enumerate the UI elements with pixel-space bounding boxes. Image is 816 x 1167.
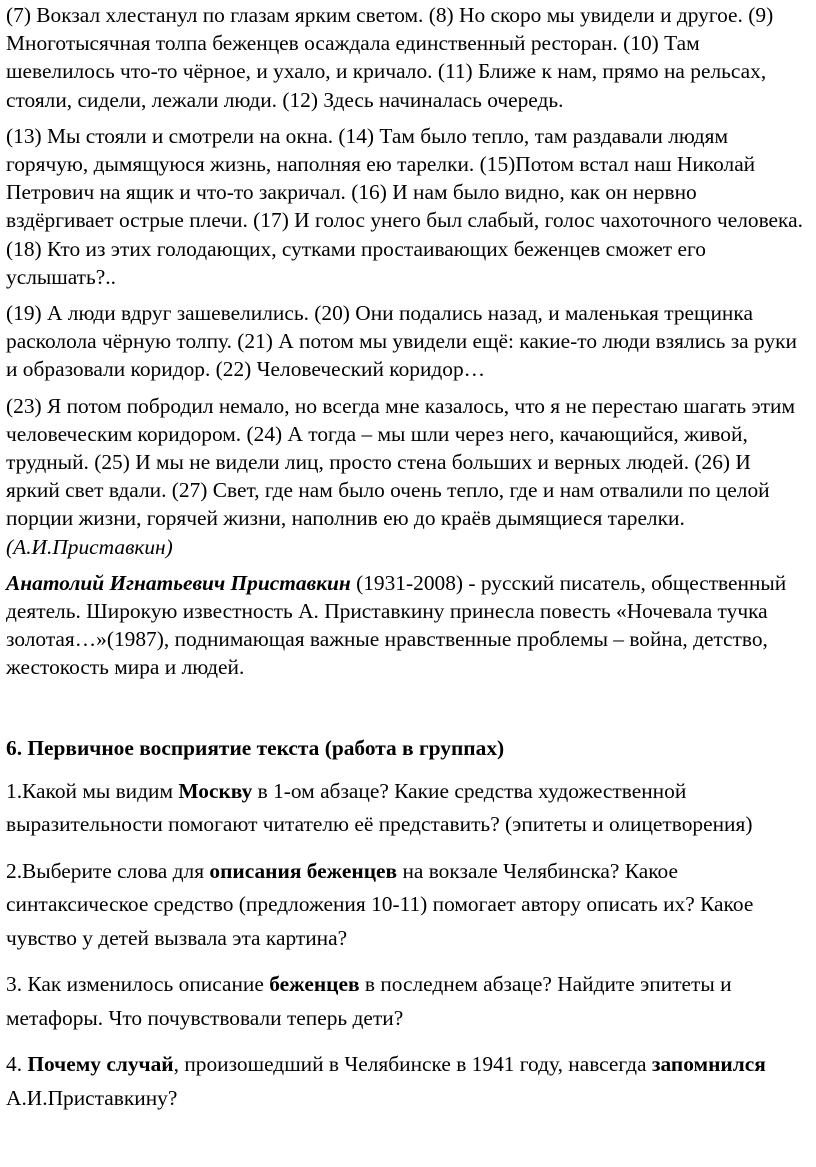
author-name: Анатолий Игнатьевич Приставкин [6,570,351,595]
question-3 [6,968,808,1035]
author-attribution: (А.И.Приставкин) [6,534,173,559]
question-4-middle: , произошедший в Челябинске в 1941 году, навсегда [173,1052,652,1077]
paragraph-4-body: (23) Я потом побродил немало, но всегда мне казалось, что я не перестаю шагать этим человеческим коридором. (24) А тогда – мы шли через него, качающийся, живой, трудный. (25) И мы не видели лиц, просто стена больших и верных людей. (26) И яркий свет вдали. (27) Свет, где нам было очень тепло, где и нам отвалили по целой порции жизни, горячей жизни, наполнив ею до краёв дымящиеся тарелки. [6,393,796,531]
question-2-start: 2.Выберите слова для [6,858,210,883]
section-heading: 6. Первичное восприятие текста (работа в группах) [6,735,505,760]
question-3-start: 3. Как изменилось описание [6,972,270,997]
question-1-emphasis: Москву [178,778,253,803]
text-paragraph-3: (19) А люди вдруг зашевелились. (20) Они подались назад, и маленькая трещинка расколола чёрную толпу. (21) А потом мы увидели ещё: какие-то люди взялись за руки и образовали коридор. (22) Человеческий коридор… [6,301,797,382]
question-2-emphasis: описания беженцев [209,858,398,883]
question-1-end: в 1-ом абзаце? Какие средства художественной выразительности помогают читателю её представить? (эпитеты и олицетворения) [6,778,753,837]
question-3-end: в последнем абзаце? Найдите эпитеты и метафоры. Что почувствовали теперь дети? [6,972,732,1030]
text-paragraph-4 [6,392,808,561]
question-4-emphasis-1: Почему случай [27,1052,174,1077]
question-3-emphasis: беженцев [269,972,360,997]
question-1 [6,775,808,842]
question-4 [6,1048,808,1115]
question-2 [6,855,808,956]
author-biography [6,569,808,682]
question-1-start: 1.Какой мы видим [6,778,179,803]
question-4-end: А.И.Приставкину? [6,1085,178,1110]
question-4-emphasis-2: запомнился [651,1052,766,1077]
question-2-end: на вокзале Челябинска? Какое синтаксическое средство (предложения 10-11) помогает автору описать их? Какое чувство у детей вызвала эта картина? [6,858,754,950]
biography-text: (1931-2008) - русский писатель, общественный деятель. Широкую известность А. Приставкину принесла повесть «Ночевала тучка золотая…»(1987), поднимающая важные нравственные проблемы – война, детство, жестокость мира и людей. [6,570,787,680]
question-4-start: 4. [6,1052,28,1077]
text-paragraph-1: (7) Вокзал хлестанул по глазам ярким светом. (8) Но скоро мы увидели и другое. (9) Многотысячная толпа беженцев осаждала единственный ресторан. (10) Там шевелилось что-то чёрное, и ухало, и кричало. (11) Ближе к нам, прямо на рельсах, стояли, сидели, лежали люди. (12) Здесь начиналась очередь. [6,3,774,112]
text-paragraph-2: (13) Мы стояли и смотрели на окна. (14) Там было тепло, там раздавали людям горячую, дымящуюся жизнь, наполняя ею тарелки. (15)Потом встал наш Николай Петрович на ящик и что-то закричал. (16) И нам было видно, как он нервно вздёргивает острые плечи. (17) И голос унего был слабый, голос чахоточного человека. (18) Кто из этих голодающих, сутками простаивающих беженцев сможет его услышать?.. [6,123,803,289]
